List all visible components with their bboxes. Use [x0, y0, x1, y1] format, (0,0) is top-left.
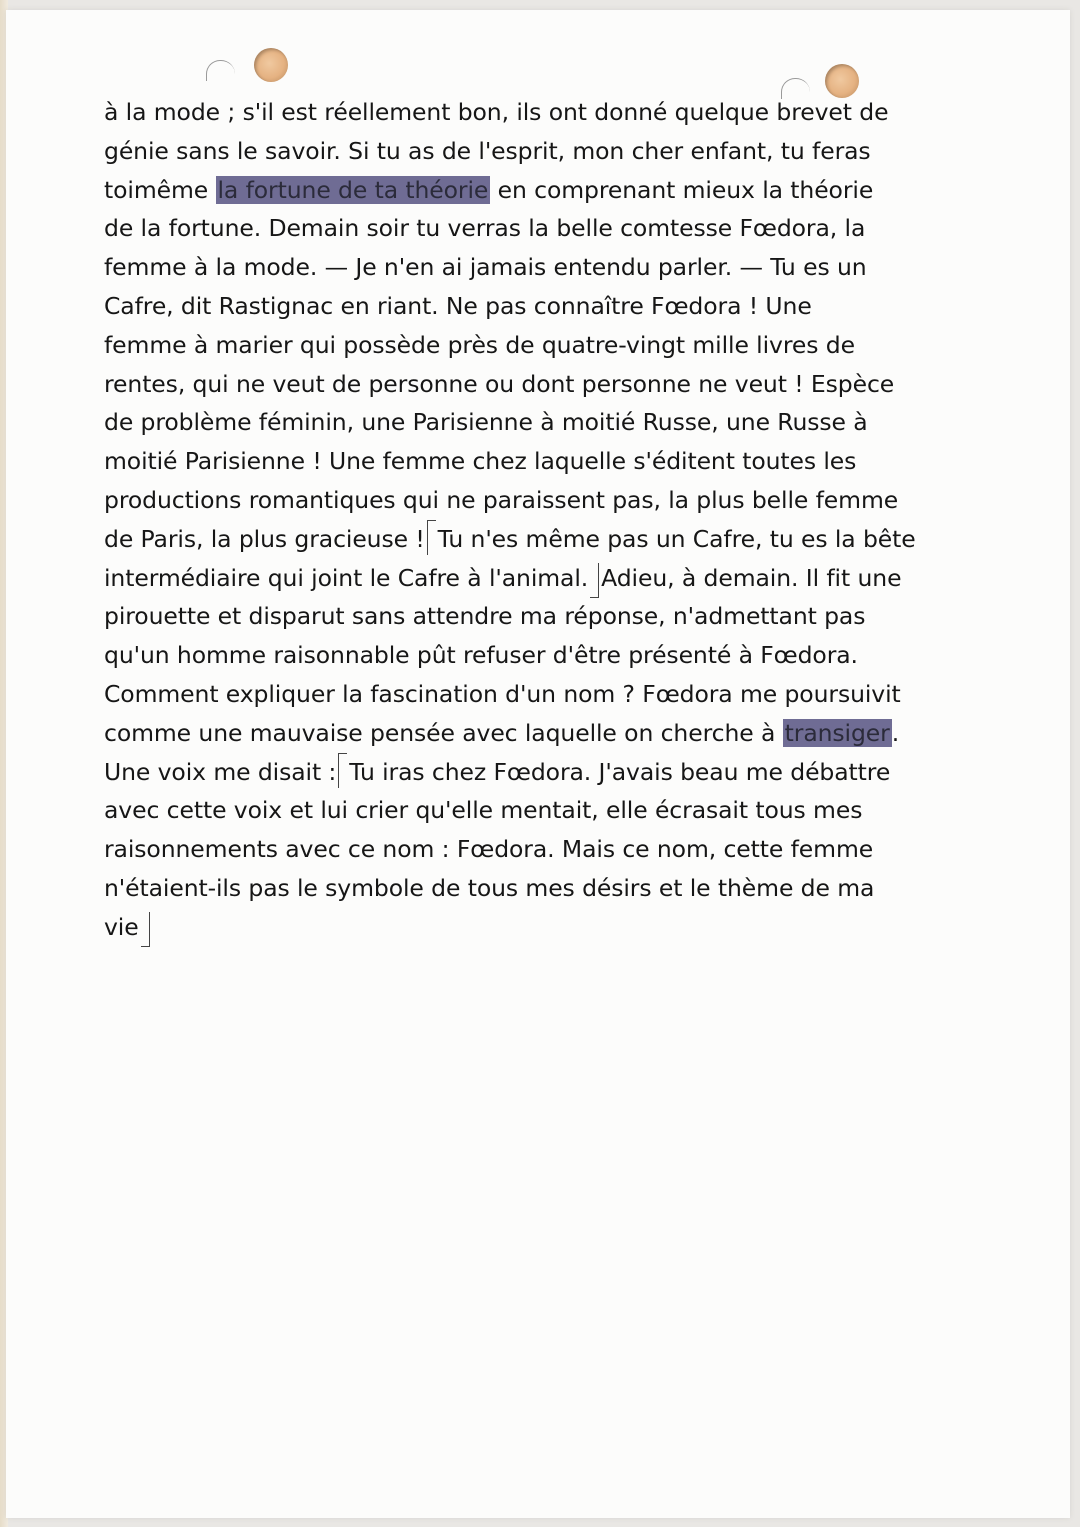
text-line: qu'un homme raisonnable pût refuser d'être présenté à Fœdora. [104, 641, 858, 670]
text-line [104, 520, 994, 559]
text-line: à la mode ; s'il est réellement bon, ils ont donné quelque brevet de [104, 98, 889, 126]
text-line: femme à marier qui possède près de quatre-vingt mille livres de [104, 330, 855, 359]
text-line [104, 171, 994, 210]
text-line: raisonnements avec ce nom : Fœdora. Mais ce nom, cette femme [104, 835, 874, 864]
text-line: génie sans le savoir. Si tu as de l'esprit, mon cher enfant, tu feras [104, 136, 871, 165]
text-line: de problème féminin, une Parisienne à moitié Russe, une Russe à [104, 408, 868, 437]
punch-hole-left [254, 48, 288, 82]
text-fragment: toimême [104, 175, 216, 204]
quoted-phrase: Tu iras chez Fœdora. J'avais beau me débattre [349, 757, 891, 786]
highlighted-word: transiger [784, 718, 890, 747]
document-body [104, 93, 994, 947]
highlighted-phrase: la fortune de ta théorie [217, 175, 489, 204]
text-fragment: Adieu, à demain. Il fit une [601, 563, 902, 592]
punch-hole-arc-left [206, 60, 235, 81]
text-line: avec cette voix et lui crier qu'elle mentait, elle écrasait tous mes [104, 796, 863, 825]
quoted-phrase: Tu n'es même pas un Cafre, tu es la bête [437, 524, 916, 553]
text-fragment: comme une mauvaise pensée avec laquelle on cherche à [104, 718, 783, 747]
quoted-phrase: intermédiaire qui joint le Cafre à l'animal. [104, 563, 589, 592]
text-line: Cafre, dit Rastignac en riant. Ne pas connaître Fœdora ! Une [104, 291, 812, 320]
annotation-bracket-open [338, 753, 347, 788]
text-line: n'étaient-ils pas le symbole de tous mes désirs et le thème de ma [104, 873, 875, 902]
annotation-bracket-close [141, 912, 150, 947]
text-line [104, 714, 994, 753]
text-line [104, 559, 994, 598]
text-line: de la fortune. Demain soir tu verras la belle comtesse Fœdora, la [104, 214, 866, 243]
text-line: moitié Parisienne ! Une femme chez laquelle s'éditent toutes les [104, 447, 857, 476]
annotation-bracket-open [427, 520, 436, 555]
text-fragment: . [891, 718, 900, 747]
text-fragment: vie [104, 912, 139, 941]
text-line: femme à la mode. — Je n'en ai jamais entendu parler. — Tu es un [104, 253, 867, 282]
text-line [104, 753, 994, 792]
text-line: Comment expliquer la fascination d'un nom ? Fœdora me poursuivit [104, 679, 901, 708]
text-line: pirouette et disparut sans attendre ma réponse, n'admettant pas [104, 602, 866, 631]
text-fragment: de Paris, la plus gracieuse ! [104, 524, 425, 553]
text-line: productions romantiques qui ne paraissent pas, la plus belle femme [104, 485, 899, 514]
text-line [104, 908, 994, 947]
text-fragment: Une voix me disait : [104, 757, 337, 786]
text-fragment: en comprenant mieux la théorie [490, 175, 874, 204]
annotation-bracket-close [590, 563, 599, 598]
text-line: rentes, qui ne veut de personne ou dont personne ne veut ! Espèce [104, 369, 895, 398]
